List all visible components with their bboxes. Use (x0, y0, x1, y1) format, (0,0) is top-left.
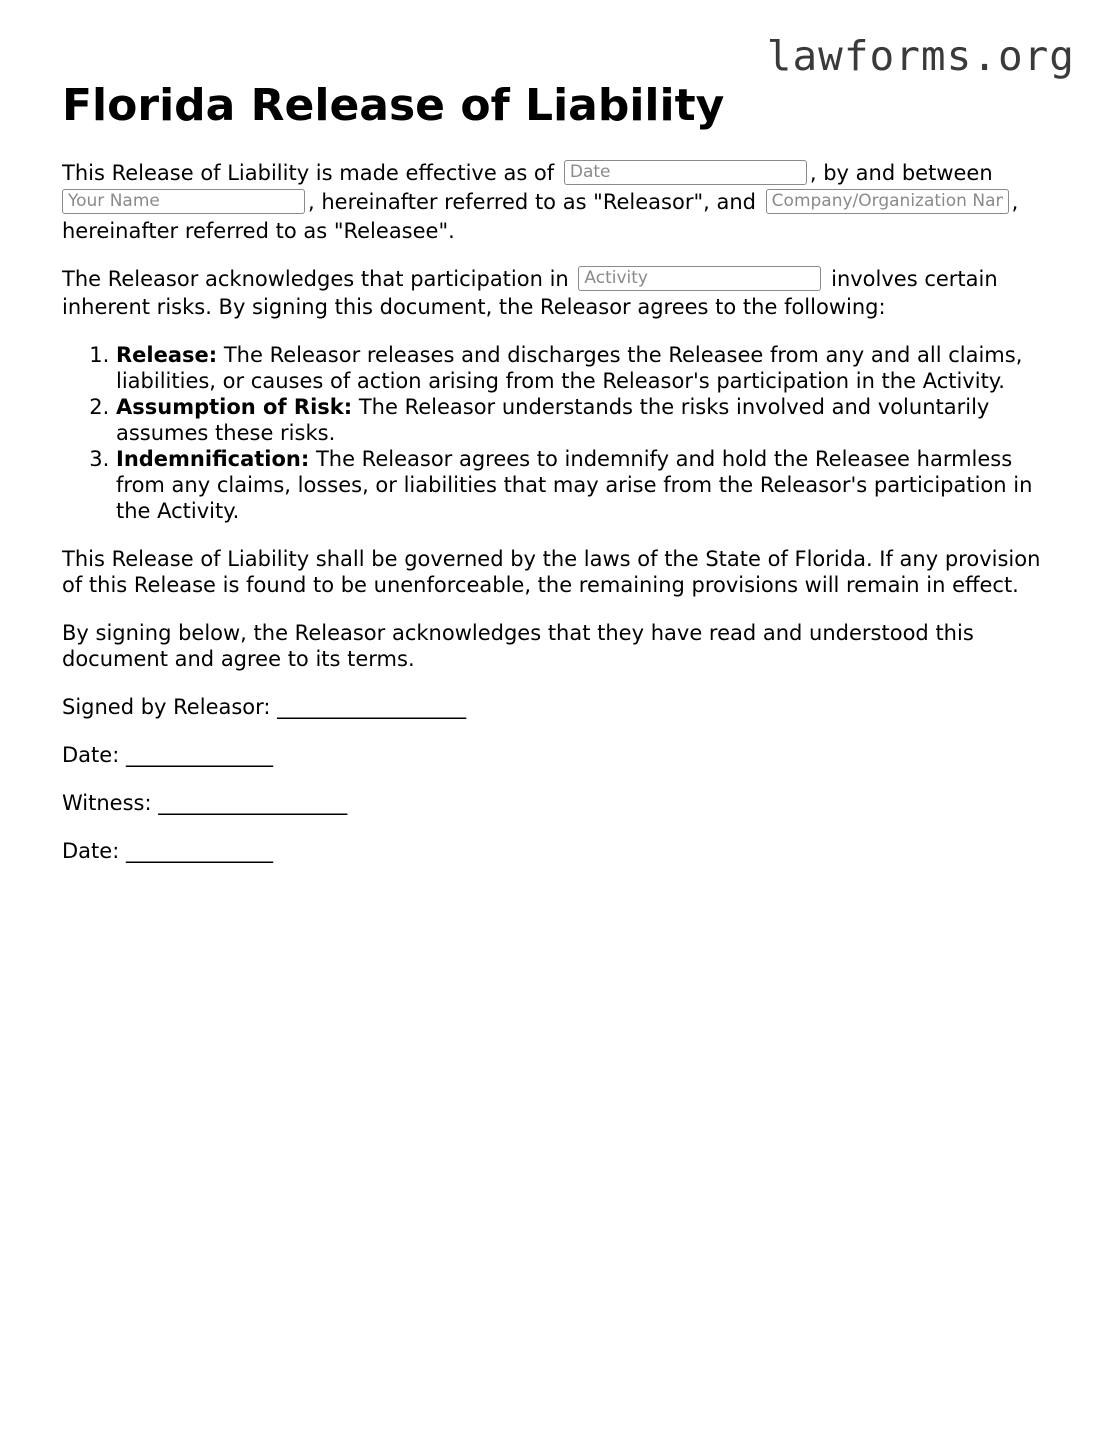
intro-paragraph (62, 159, 1052, 246)
terms-list (62, 342, 1052, 524)
intro-text-4: , (1011, 190, 1019, 214)
intro-text-3: , hereinafter referred to as "Releasor", and (308, 190, 756, 214)
term-release (116, 342, 1052, 394)
term-text: The Releasor agrees to indemnify and hold the Releasee harmless from any claims, losses, or liabilities that may arise from the Releasor's participation in the Activity. (116, 447, 1033, 523)
date-field[interactable] (564, 160, 807, 185)
term-text: The Releasor releases and discharges the Releasee from any and all claims, liabilities, or causes of action arising from the Releasor's participation in the Activity. (116, 343, 1023, 393)
intro-text-1: This Release of Liability is made effective as of (62, 161, 555, 185)
witness-signature-line: Witness: __________________ (62, 791, 348, 815)
governing-law-paragraph: This Release of Liability shall be governed by the laws of the State of Florida. If any provision of this Release is found to be unenforceable, the remaining provisions will remain in effect. (62, 547, 1041, 597)
term-assumption-of-risk (116, 394, 1052, 446)
activity-paragraph (62, 265, 1052, 321)
term-heading: Assumption of Risk: (116, 395, 353, 419)
intro-text-5: hereinafter referred to as "Releasee". (62, 219, 455, 243)
document-body (62, 78, 1052, 886)
activity-text-2: involves certain inherent risks. By signing this document, the Releasor agrees to the following: (62, 267, 998, 319)
releasor-date-line: Date: ______________ (62, 743, 273, 767)
releasor-signature-line: Signed by Releasor: __________________ (62, 695, 467, 719)
page-title: Florida Release of Liability (62, 80, 725, 131)
watermark: lawforms.org (766, 32, 1075, 80)
activity-text-1: The Releasor acknowledges that participation in (62, 267, 569, 291)
term-heading: Release: (116, 343, 218, 367)
acknowledgment-paragraph: By signing below, the Releasor acknowledges that they have read and understood this document and agree to its terms. (62, 621, 974, 671)
company-name-field[interactable] (766, 189, 1009, 214)
term-text: The Releasor understands the risks involved and voluntarily assumes these risks. (116, 395, 990, 445)
your-name-field[interactable] (62, 189, 305, 214)
term-heading: Indemnification: (116, 447, 310, 471)
term-indemnification (116, 446, 1052, 524)
activity-field[interactable] (578, 266, 821, 291)
witness-date-line: Date: ______________ (62, 839, 273, 863)
intro-text-2: , by and between (809, 161, 993, 185)
